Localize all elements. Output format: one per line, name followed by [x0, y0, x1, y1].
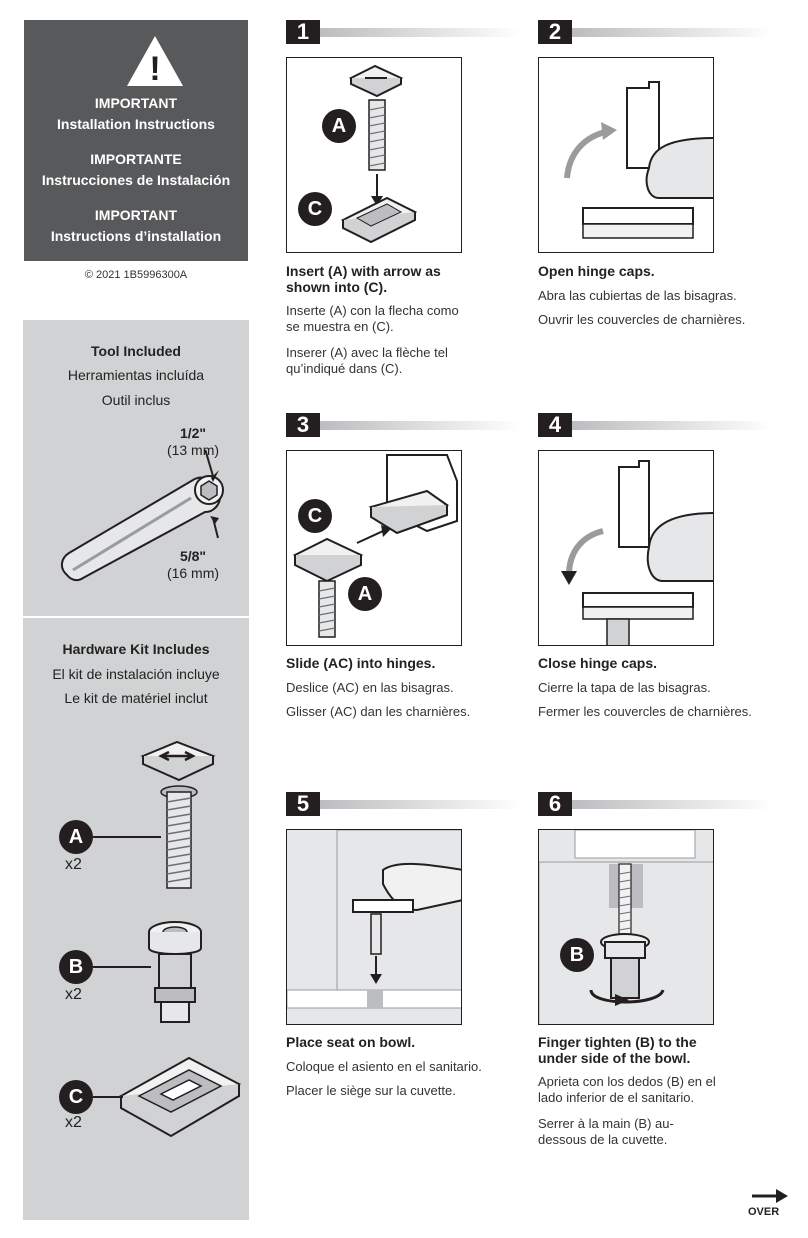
step-1-callout-a: A — [322, 109, 356, 143]
step-1-header — [286, 20, 520, 44]
step-3-callout-a: A — [348, 577, 382, 611]
step-4-caption-es: Cierre la tapa de las bisagras. — [538, 680, 711, 695]
step-2-number: 2 — [538, 20, 572, 44]
tool-title-en: Tool Included — [91, 343, 181, 359]
step-5-header — [286, 792, 520, 816]
plate-c-illustration — [115, 1050, 245, 1140]
important-header-box — [24, 20, 248, 261]
step-3-number: 3 — [286, 413, 320, 437]
step-3-bar — [320, 421, 520, 430]
tool-title-es: Herramientas incluída — [67, 367, 205, 383]
step-2-caption-fr: Ouvrir les couvercles de charnières. — [538, 312, 746, 327]
callout-a-leader — [93, 836, 161, 838]
tool-included-panel — [23, 320, 249, 616]
step-5-image — [286, 829, 462, 1025]
warning-icon — [125, 34, 185, 88]
step-2-image — [538, 57, 714, 253]
step-6-header — [538, 792, 772, 816]
bolt-a-illustration — [133, 736, 223, 896]
qty-a: x2 — [65, 856, 82, 873]
step-6-image — [538, 829, 714, 1025]
step-2-caption-en: Open hinge caps. — [538, 263, 655, 279]
step-1-caption-en: Insert (A) with arrow as shown into (C). — [286, 263, 441, 295]
hardware-kit-panel — [23, 618, 249, 1220]
step-4-caption-en: Close hinge caps. — [538, 655, 658, 671]
step-4-bar — [572, 421, 772, 430]
hardware-title-es: El kit de instalación incluye — [52, 666, 220, 682]
step-6-number: 6 — [538, 792, 572, 816]
step-4-number: 4 — [538, 413, 572, 437]
hardware-title-en: Hardware Kit Includes — [62, 641, 210, 657]
step-3-caption-es: Deslice (AC) en las bisagras. — [286, 680, 454, 695]
step-2-bar — [572, 28, 772, 37]
step-1-number: 1 — [286, 20, 320, 44]
step-3-callout-c: C — [298, 499, 332, 533]
step-5-caption-fr: Placer le siège sur la cuvette. — [286, 1083, 456, 1098]
hardware-title-fr: Le kit de matériel inclut — [64, 690, 208, 706]
callout-c: C — [59, 1080, 93, 1114]
step-4-header — [538, 413, 772, 437]
svg-text:!: ! — [149, 50, 161, 88]
step-3-caption-en: Slide (AC) into hinges. — [286, 655, 436, 671]
important-en-title: IMPORTANT — [94, 95, 178, 111]
step-6-caption-en: Finger tighten (B) to the under side of the bowl. — [538, 1034, 697, 1066]
step-6-caption-es: Aprieta con los dedos (B) en el lado inferior de el sanitario. — [538, 1074, 716, 1105]
important-fr-title: IMPORTANT — [94, 207, 178, 223]
callout-c-leader — [93, 1096, 123, 1098]
important-es-subtitle: Instrucciones de Instalación — [41, 172, 231, 188]
step-5-bar — [320, 800, 520, 809]
qty-c: x2 — [65, 1114, 82, 1131]
step-6-callout-b: B — [560, 938, 594, 972]
step-4-image — [538, 450, 714, 646]
step-3-header — [286, 413, 520, 437]
qty-b: x2 — [65, 986, 82, 1003]
important-en-subtitle: Installation Instructions — [57, 116, 215, 132]
step-1-callout-c: C — [298, 192, 332, 226]
copyright-text: © 2021 1B5996300A — [84, 269, 188, 281]
over-label: OVER — [748, 1206, 780, 1218]
tool-title-fr: Outil inclus — [101, 392, 171, 408]
step-5-number: 5 — [286, 792, 320, 816]
tool-size-five-eighth-inch: 5/8" (16 mm) — [166, 548, 220, 581]
important-fr-subtitle: Instructions d’installation — [50, 228, 222, 244]
step-4-caption-fr: Fermer les couvercles de charnières. — [538, 704, 752, 719]
step-1-caption-fr: Inserer (A) avec la flèche tel qu’indiqué dans (C). — [286, 345, 448, 376]
step-2-header — [538, 20, 772, 44]
callout-b: B — [59, 950, 93, 984]
wrench-icon — [53, 450, 233, 590]
callout-a: A — [59, 820, 93, 854]
step-1-bar — [320, 28, 520, 37]
callout-b-leader — [93, 966, 151, 968]
step-5-caption-es: Coloque el asiento en el sanitario. — [286, 1059, 482, 1074]
step-3-caption-fr: Glisser (AC) dan les charnières. — [286, 704, 471, 719]
step-5-caption-en: Place seat on bowl. — [286, 1034, 416, 1050]
step-2-caption-es: Abra las cubiertas de las bisagras. — [538, 288, 737, 303]
step-6-caption-fr: Serrer à la main (B) au-dessous de la cuvette. — [538, 1116, 674, 1147]
important-es-title: IMPORTANTE — [90, 151, 182, 167]
tool-size-half-inch: 1/2" (13 mm) — [166, 425, 220, 458]
arrow-right-icon — [752, 1188, 788, 1204]
step-3-image — [286, 450, 462, 646]
nut-b-illustration — [141, 918, 211, 1030]
step-1-caption-es: Inserte (A) con la flecha como se muestra en (C). — [286, 303, 459, 334]
step-6-bar — [572, 800, 772, 809]
